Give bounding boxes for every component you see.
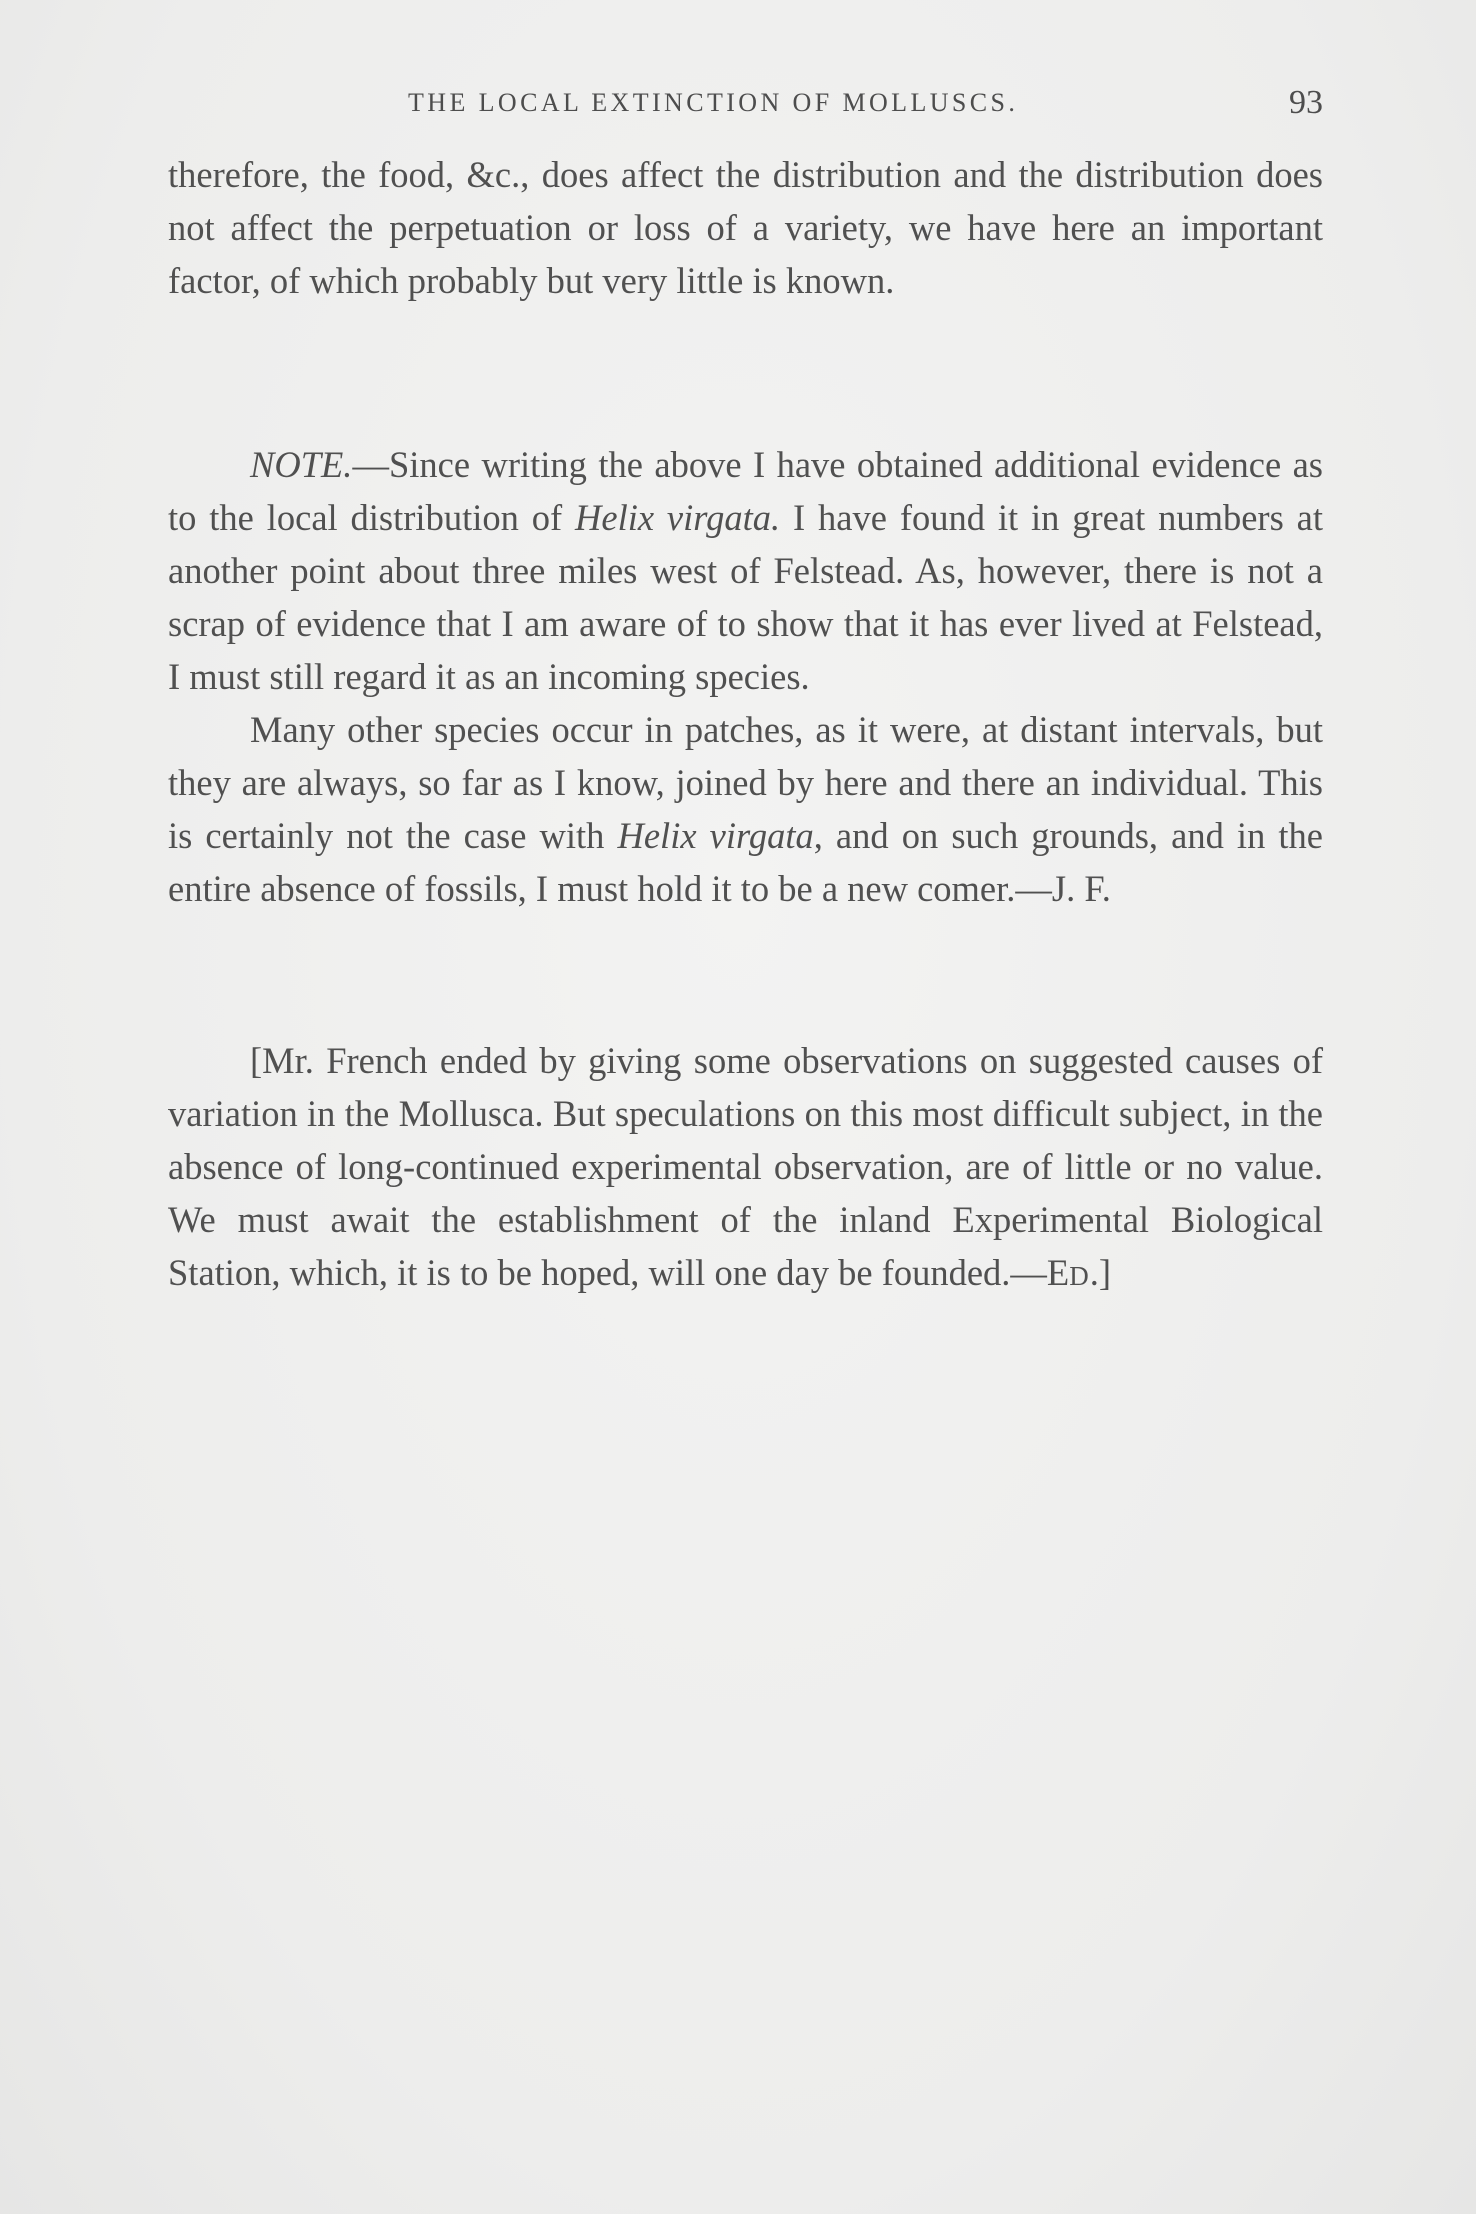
species-paragraph [168,703,1323,915]
note-paragraph [168,438,1323,703]
species-name: Helix virgata. [575,497,781,538]
note-section [168,438,1323,915]
note-label: NOTE. [250,444,353,485]
species-text-part-2: , and on such grounds, and in the entire absence of fossils, I must hold it to be a new comer.—J. F. [168,815,1323,909]
editor-note-paragraph [168,1034,1323,1303]
continuation-paragraph [168,148,1323,307]
editor-note-closing: .] [1089,1252,1111,1293]
note-text-part-1: —Since writing the above I have obtained additional evidence as to the local distribution of [168,444,1323,538]
editor-signature-initial: E [1046,1252,1070,1293]
editor-note-text: [Mr. French ended by giving some observations on suggested causes of variation in the Mollusca. But speculations on this most difficult subject, in the absence of long-continued experimental observation, are of little or no value. We must await the establishment of the inland Experimental Biological Station, which, it is to be hoped, will one day be founded.— [168,1040,1323,1293]
editor-signature-smallcaps: D [1069,1261,1090,1291]
note-text-part-2: I have found it in great numbers at another point about three miles west of Felstead. As, however, there is not a scrap of evidence that I am aware of to show that it has ever lived at Felstead, I must still regard it as an incoming species. [168,497,1324,697]
page-number: 93 [1289,84,1323,121]
editor-note-section [168,1034,1323,1303]
paragraph-text: therefore, the food, &c., does affect the distribution and the distribution does not affect the perpetuation or loss of a variety, we have here an important factor, of which probably but very little is known. [168,154,1323,301]
species-text-part-1: Many other species occur in patches, as it were, at distant intervals, but they are always, so far as I know, joined by here and there an individual. This is certainly not the case with [168,709,1323,856]
page-header [168,84,1323,128]
running-head: THE LOCAL EXTINCTION OF MOLLUSCS. [408,88,1019,117]
species-name: Helix virgata [617,815,814,856]
